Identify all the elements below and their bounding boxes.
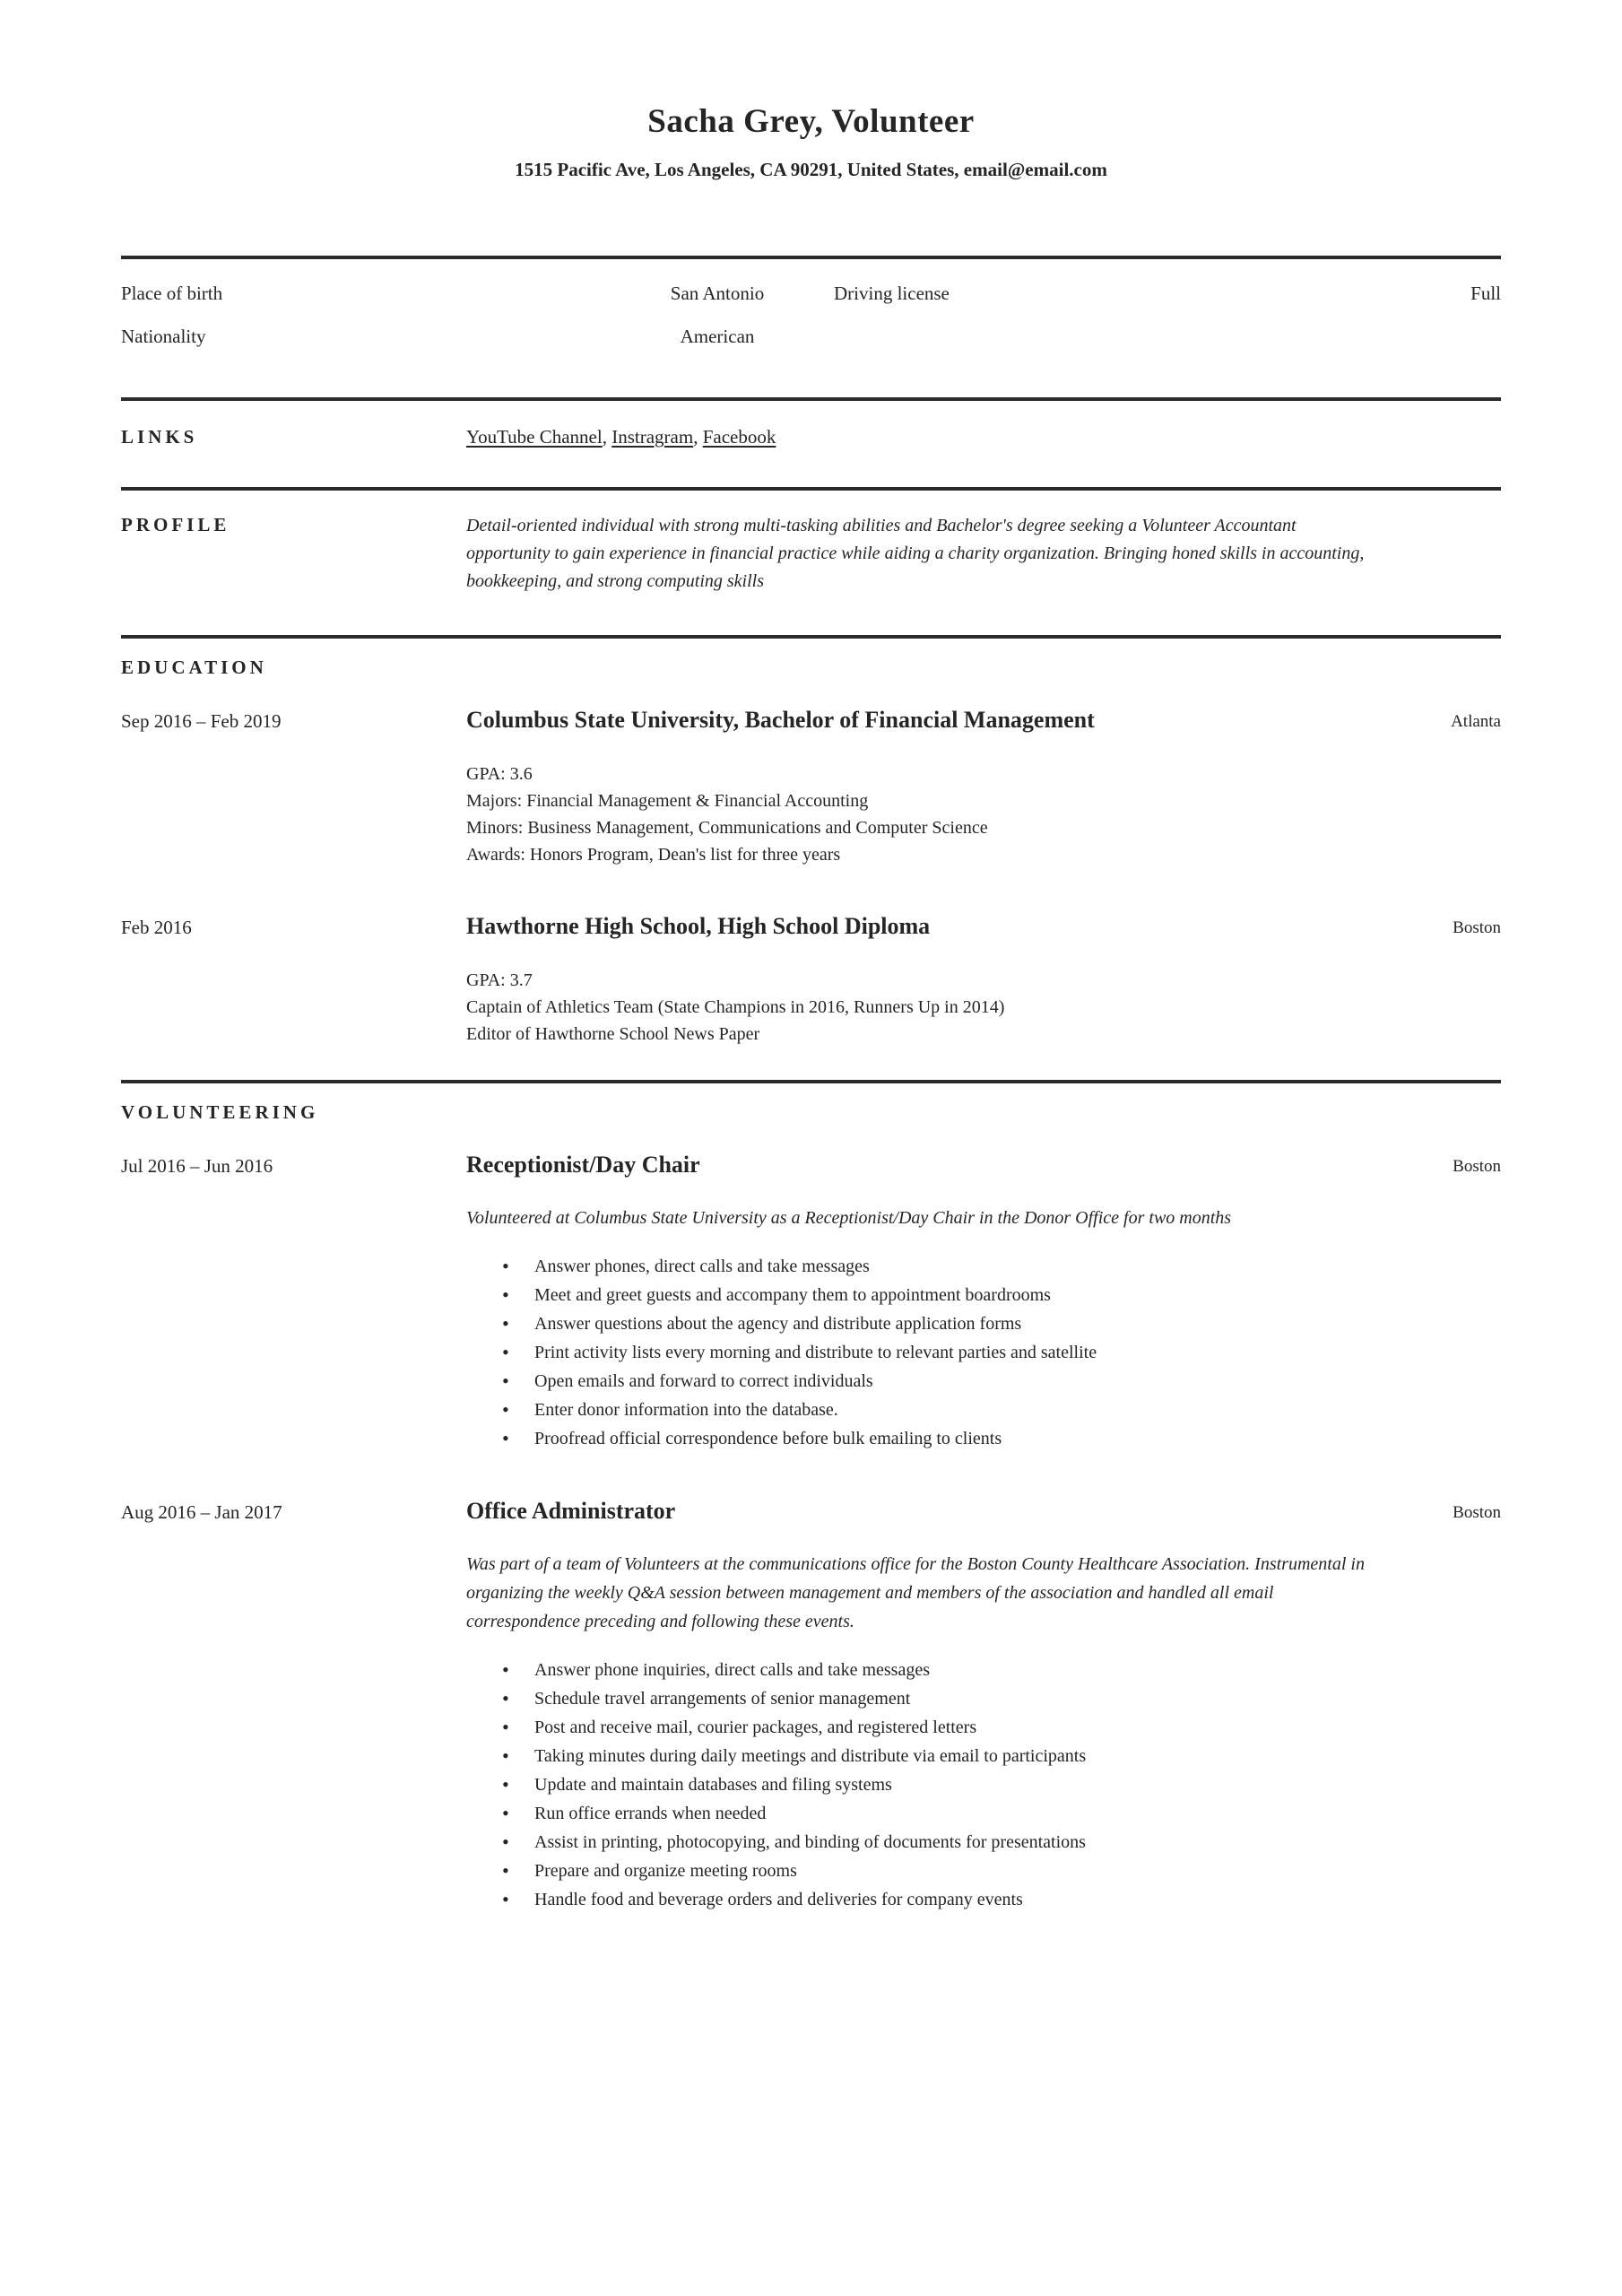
- entry-body: [466, 967, 1501, 1048]
- bullet-item: • Answer questions about the agency and distribute application forms: [502, 1309, 1501, 1338]
- entry-title: Office Administrator: [466, 1498, 676, 1524]
- detail-line: GPA: 3.6: [466, 764, 533, 784]
- entry-city: Boston: [1453, 918, 1501, 937]
- education-entry: [121, 703, 1501, 868]
- education-section: [121, 639, 1501, 1080]
- bullet-item: • Post and receive mail, courier packages, and registered letters: [502, 1713, 1501, 1742]
- contact-line: 1515 Pacific Ave, Los Angeles, CA 90291, United States, email@email.com: [515, 159, 1107, 180]
- place-of-birth-label: Place of birth: [121, 283, 223, 304]
- entry-title: Receptionist/Day Chair: [466, 1152, 700, 1178]
- detail-line: Editor of Hawthorne School News Paper: [466, 1024, 760, 1044]
- bullet-list: [466, 1252, 1501, 1453]
- entry-header: [121, 1148, 1501, 1182]
- bullet-list: [466, 1656, 1501, 1914]
- link-separator: ,: [602, 426, 612, 448]
- entry-city: Atlanta: [1451, 712, 1501, 731]
- volunteering-section: [121, 1083, 1501, 1946]
- links-list: [466, 424, 776, 449]
- volunteering-heading: VOLUNTEERING: [121, 1101, 319, 1123]
- entry-header: [121, 1494, 1501, 1528]
- bullet-item: • Answer phones, direct calls and take messages: [502, 1252, 1501, 1281]
- volunteering-entry: [121, 1494, 1501, 1914]
- personal-row: [121, 315, 1501, 358]
- profile-text: Detail-oriented individual with strong multi-tasking abilities and Bachelor's degree seeking a Volunteer Accountant opportunity to gain experience in financial practice while aiding a charity organization. Bringing honed skills in accounting, bookkeeping, and strong computing skills: [466, 516, 1365, 591]
- bullet-item: • Assist in printing, photocopying, and binding of documents for presentations: [502, 1828, 1501, 1857]
- detail-line: Majors: Financial Management & Financial Accounting: [466, 791, 869, 811]
- entry-dates: Sep 2016 – Feb 2019: [121, 710, 282, 732]
- resume-header: [121, 0, 1501, 181]
- entry-description: Was part of a team of Volunteers at the communications office for the Boston County Healthcare Association. Instrumental in organizing the weekly Q&A session between management and members of the association and handled all email correspondence preceding and following these events.: [466, 1554, 1365, 1631]
- bullet-item: • Handle food and beverage orders and deliveries for company events: [502, 1885, 1501, 1914]
- entry-dates: Feb 2016: [121, 917, 192, 938]
- entry-header: [121, 909, 1501, 944]
- entry-dates: Jul 2016 – Jun 2016: [121, 1155, 273, 1177]
- bullet-item: • Enter donor information into the database.: [502, 1396, 1501, 1424]
- bullet-item: • Open emails and forward to correct individuals: [502, 1367, 1501, 1396]
- link-facebook[interactable]: Facebook: [702, 426, 776, 448]
- detail-line: Captain of Athletics Team (State Champions in 2016, Runners Up in 2014): [466, 997, 1005, 1017]
- bullet-item: • Update and maintain databases and filing systems: [502, 1770, 1501, 1799]
- education-heading: EDUCATION: [121, 657, 267, 678]
- detail-line: Minors: Business Management, Communications and Computer Science: [466, 818, 988, 838]
- links-heading: LINKS: [121, 426, 198, 448]
- page-title: Sacha Grey, Volunteer: [647, 103, 975, 140]
- links-section: [121, 401, 1501, 487]
- education-entry: [121, 909, 1501, 1048]
- bullet-item: • Proofread official correspondence before bulk emailing to clients: [502, 1424, 1501, 1453]
- nationality-label: Nationality: [121, 326, 206, 347]
- link-instagram[interactable]: Instragram: [612, 426, 694, 448]
- entry-body: [466, 1204, 1501, 1453]
- bullet-item: • Taking minutes during daily meetings and distribute via email to participants: [502, 1742, 1501, 1770]
- entry-body: [466, 761, 1501, 868]
- personal-row: [121, 272, 1501, 315]
- bullet-item: • Schedule travel arrangements of senior management: [502, 1684, 1501, 1713]
- entry-city: Boston: [1453, 1157, 1501, 1176]
- entry-city: Boston: [1453, 1503, 1501, 1522]
- profile-section: [121, 491, 1501, 635]
- entry-description: Volunteered at Columbus State University as a Receptionist/Day Chair in the Donor Office for two months: [466, 1208, 1232, 1228]
- driving-license-label: Driving license: [834, 283, 950, 304]
- place-of-birth-value: San Antonio: [670, 283, 765, 304]
- bullet-item: • Answer phone inquiries, direct calls and take messages: [502, 1656, 1501, 1684]
- entry-dates: Aug 2016 – Jan 2017: [121, 1501, 282, 1523]
- bullet-item: • Print activity lists every morning and distribute to relevant parties and satellite: [502, 1338, 1501, 1367]
- entry-details: [466, 761, 1501, 868]
- detail-line: GPA: 3.7: [466, 970, 533, 990]
- entry-body: [466, 1550, 1501, 1914]
- bullet-item: • Run office errands when needed: [502, 1799, 1501, 1828]
- bullet-item: • Meet and greet guests and accompany them to appointment boardrooms: [502, 1281, 1501, 1309]
- volunteering-entry: [121, 1148, 1501, 1453]
- entry-details: [466, 967, 1501, 1048]
- detail-line: Awards: Honors Program, Dean's list for three years: [466, 845, 841, 865]
- entry-header: [121, 703, 1501, 737]
- nationality-value: American: [680, 326, 755, 347]
- profile-heading: PROFILE: [121, 514, 230, 535]
- bullet-item: • Prepare and organize meeting rooms: [502, 1857, 1501, 1885]
- entry-title: Hawthorne High School, High School Diploma: [466, 913, 931, 939]
- driving-license-value: Full: [1470, 283, 1501, 304]
- entry-title: Columbus State University, Bachelor of Financial Management: [466, 707, 1095, 733]
- link-separator: ,: [693, 426, 703, 448]
- link-youtube-channel[interactable]: YouTube Channel: [466, 426, 603, 448]
- personal-details-section: [121, 259, 1501, 397]
